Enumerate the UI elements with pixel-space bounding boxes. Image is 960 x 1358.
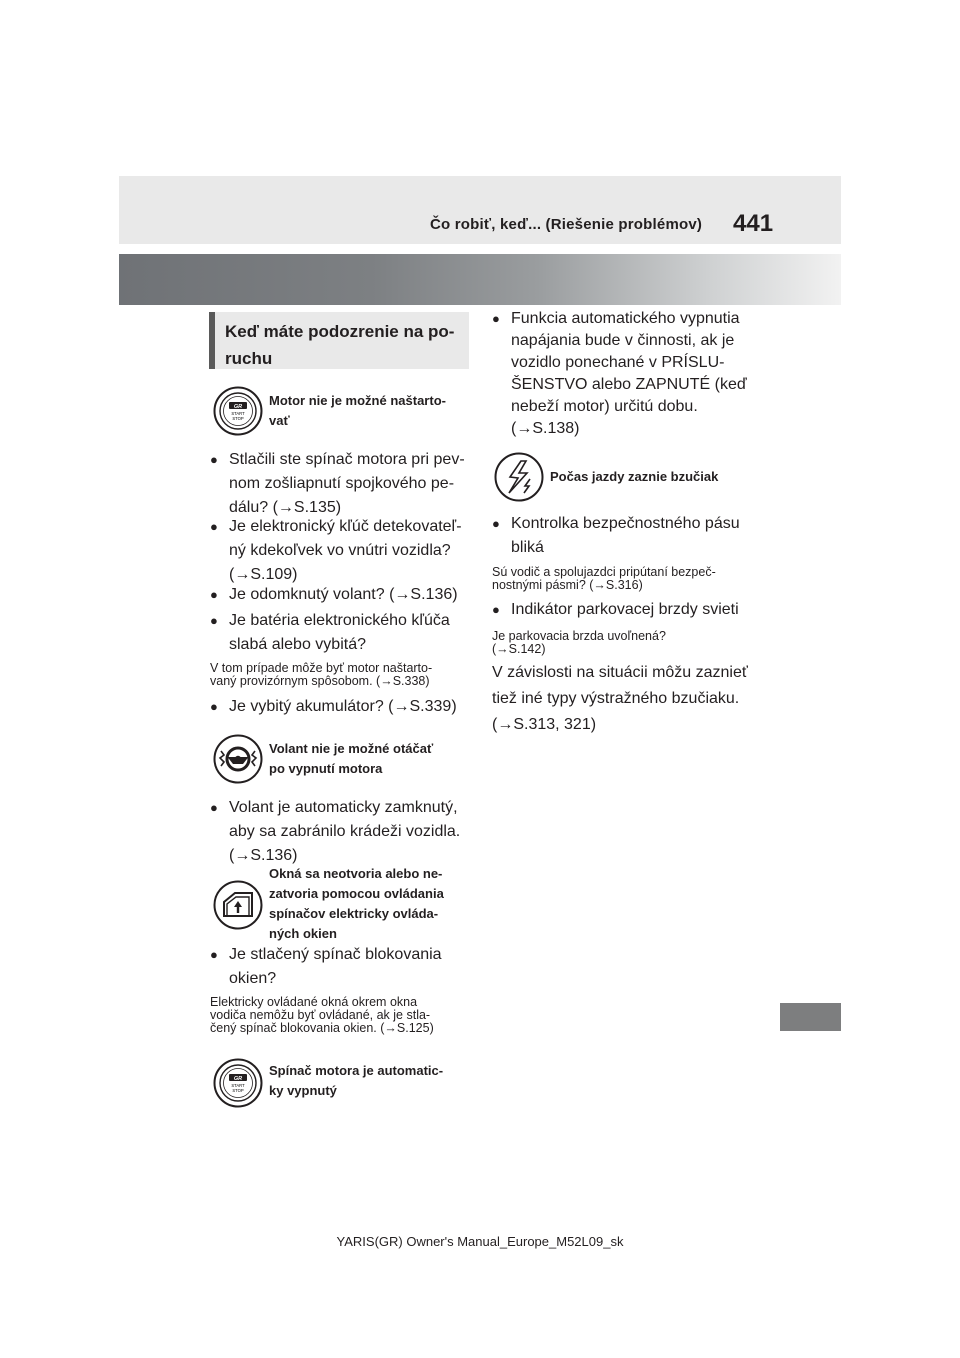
bullet-item: ● Je elektronický kľúč detekovateľ- ný kdekoľvek vo vnútri vozidla? (→S.109) [210, 515, 462, 587]
subheading-engine-switch-off [213, 1058, 473, 1112]
subheading-label: ných okien [269, 926, 337, 941]
subheading-label: Spínač motora je automatic- [269, 1063, 444, 1078]
chapter-side-tab [780, 1003, 841, 1031]
subheading-label: Počas jazdy zaznie bzučiak [550, 469, 719, 484]
note-text: Elektricky ovládané okná okrem okna vodiča nemôžu byť ovládané, ak je stla- čený spínač blokovania okien. (→S.125) [210, 995, 434, 1035]
bullet-item: ● Stlačili ste spínač motora pri pev- nom zošliapnutí spojkového pe- dálu? (→S.135) [210, 448, 465, 520]
steering-lock-icon [213, 734, 263, 784]
svg-text:START: START [231, 411, 245, 416]
subheading-label: Motor nie je možné naštarto- [269, 393, 446, 408]
subheading-label: spínačov elektricky ovláda- [269, 906, 439, 921]
bullet-item: ● Je odomknutý volant? (→S.136) [210, 583, 458, 607]
warning-buzzer-icon [494, 452, 544, 502]
subheading-engine-wont-start [213, 386, 473, 440]
subheading-label: zatvoria pomocou ovládania [269, 886, 444, 901]
subheading-label: ky vypnutý [269, 1083, 337, 1098]
bullet-item: ● Je stlačený spínač blokovania okien? [210, 943, 442, 991]
header-gradient-bar [119, 254, 841, 305]
svg-text:GR: GR [233, 1075, 243, 1082]
subheading-label: Volant nie je možné otáčať [269, 741, 434, 756]
bullet-item: ● Indikátor parkovacej brzdy svieti [492, 598, 739, 622]
footer-text: YARIS(GR) Owner's Manual_Europe_M52L09_sk [336, 1234, 624, 1249]
subheading-label: Okná sa neotvoria alebo ne- [269, 866, 443, 881]
bullet-item: ● Je batéria elektronického kľúča slabá alebo vybitá? [210, 609, 450, 657]
start-stop-button-icon [213, 386, 263, 436]
subheading-label: po vypnutí motora [269, 761, 383, 776]
subheading-windows [213, 862, 473, 942]
svg-text:START: START [231, 1083, 245, 1088]
svg-text:STOP: STOP [232, 416, 244, 421]
bullet-item: ● Kontrolka bezpečnostného pásu bliká [492, 512, 740, 560]
subheading-label: vať [269, 413, 290, 428]
start-stop-button-icon [213, 1058, 263, 1108]
note-text: V tom prípade môže byť motor naštarto- vaný provizórnym spôsobom. (→S.338) [210, 661, 433, 688]
svg-text:STOP: STOP [232, 1088, 244, 1093]
body-paragraph: V závislosti na situácii môžu zaznieť tiež iné typy výstražného bzučiaku. (→S.313, 321) [492, 664, 748, 733]
note-text: Sú vodič a spolujazdci pripútaní bezpeč- nostnými pásmi? (→S.316) [492, 565, 716, 592]
bullet-item: ● Je vybitý akumulátor? (→S.339) [210, 695, 457, 719]
bullet-item: ● Funkcia automatického vypnutia napájania bude v činnosti, ak je vozidlo ponechané v PRÍSLU- ŠENSTVO alebo ZAPNUTÉ (keď nebeží motor) určitú dobu. (→S.138) [492, 308, 747, 440]
page-number: 441 [733, 210, 774, 237]
svg-text:GR: GR [233, 403, 243, 410]
bullet-item: ● Volant je automaticky zamknutý, aby sa zabránilo krádeži vozidla. (→S.136) [210, 796, 460, 868]
section-heading [209, 312, 469, 369]
subheading-buzzer [494, 452, 754, 506]
chapter-title: Čo robiť, keď... (Riešenie problémov) [430, 216, 703, 233]
subheading-steering-locked [213, 734, 473, 788]
power-window-icon [213, 880, 263, 930]
note-text: Je parkovacia brzda uvoľnená? (→S.142) [492, 629, 666, 656]
section-heading-line: ruchu [225, 349, 273, 368]
section-heading-line: Keď máte podozrenie na po- [225, 322, 455, 341]
